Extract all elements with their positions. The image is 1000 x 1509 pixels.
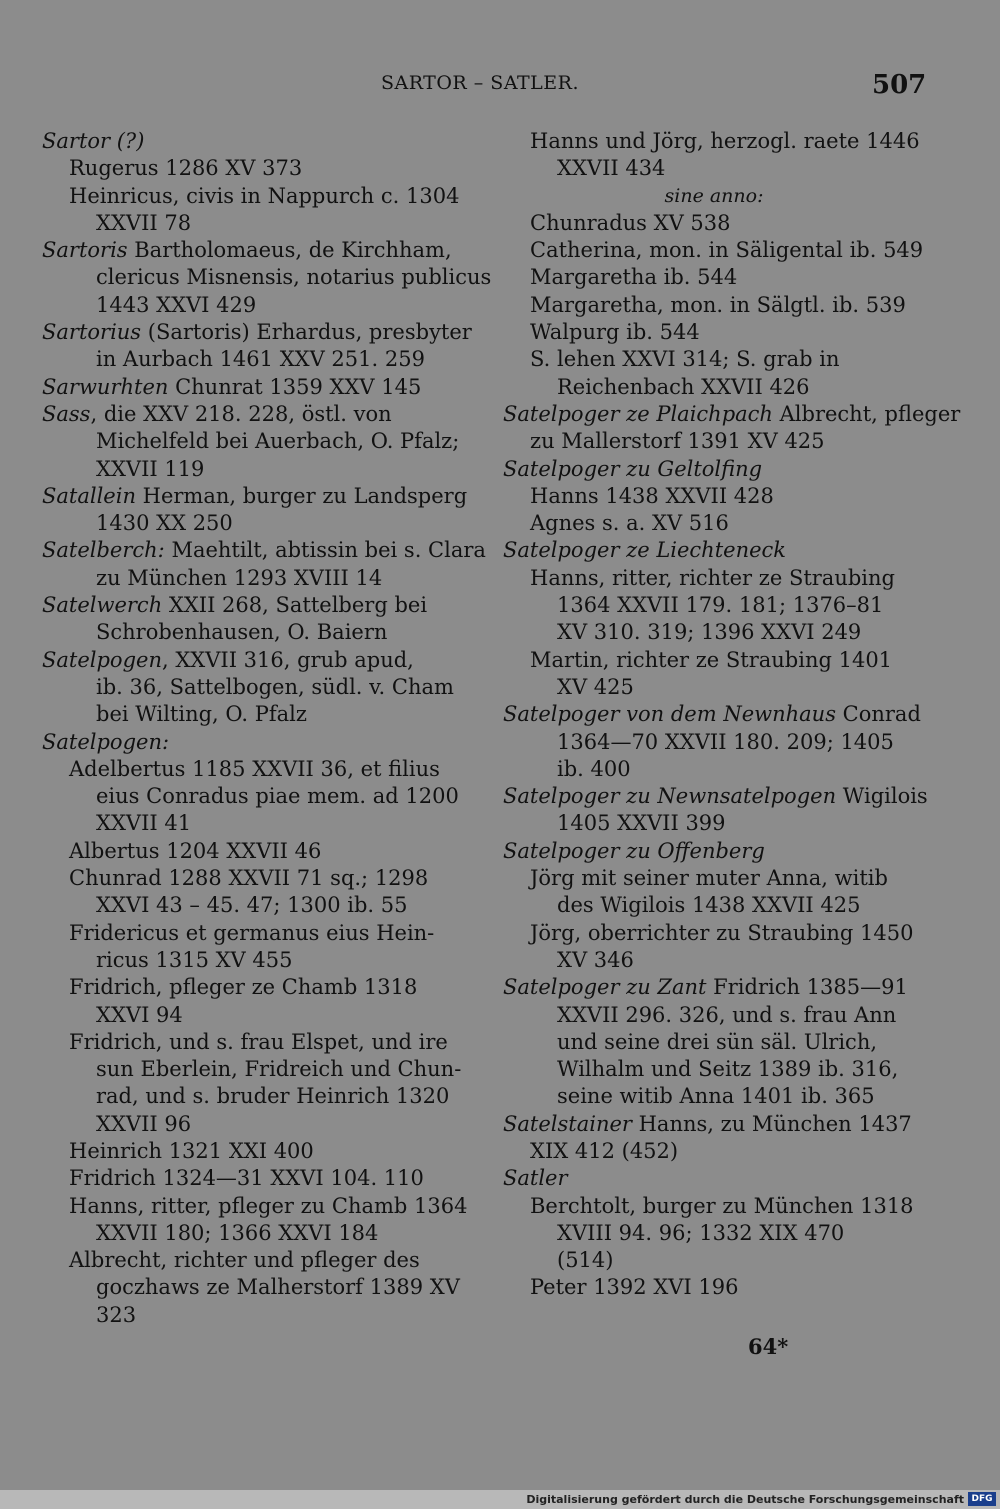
entry-heading — [503, 401, 961, 428]
entry-text: ricus 1315 XV 455 — [96, 947, 293, 972]
entry-text: Fridrich 1385—91 — [706, 975, 908, 1000]
entry-text: XXVII 78 — [96, 210, 192, 235]
entry-heading — [503, 1111, 925, 1138]
entry-subline — [530, 1193, 925, 1220]
entry-text: XXVII 41 — [96, 811, 192, 836]
entry-continuation — [96, 292, 462, 319]
entry-text: sun Eberlein, Fridreich und Chun- — [96, 1057, 462, 1082]
entry-heading — [503, 838, 925, 865]
entry-continuation — [96, 565, 462, 592]
entry-text: 1405 XXVII 399 — [557, 811, 726, 836]
entry-text: in Aurbach 1461 XXV 251. 259 — [96, 347, 425, 372]
entry-continuation — [96, 1083, 462, 1110]
left-column — [42, 128, 492, 1329]
entry-text: Fridrich, und s. frau Elspet, und ire — [69, 1029, 448, 1054]
page-number: 507 — [872, 70, 927, 100]
entry-text: eius Conradus piae mem. ad 1200 — [96, 784, 459, 809]
entry-subline — [530, 346, 925, 373]
entry-text: Reichenbach XXVII 426 — [557, 374, 810, 399]
entry-heading — [42, 128, 462, 155]
entry-text: Schrobenhausen, O. Baiern — [96, 620, 388, 645]
entry-continuation — [96, 1274, 462, 1301]
headword: Satelpoger von dem Newnhaus — [503, 702, 836, 727]
entry-subline — [530, 647, 925, 674]
entry-text: Agnes s. a. XV 516 — [530, 511, 729, 536]
headword: Sartor (?) — [42, 129, 145, 153]
entry-heading — [42, 483, 468, 510]
entry-text: XVIII 94. 96; 1332 XIX 470 — [557, 1220, 845, 1245]
entry-text: Wilhalm und Seitz 1389 ib. 316, — [557, 1057, 899, 1082]
entry-continuation — [557, 592, 925, 619]
entry-heading — [42, 319, 472, 346]
entry-subline — [530, 319, 925, 346]
entry-text: bei Wilting, O. Pfalz — [96, 702, 307, 727]
entry-heading — [503, 783, 928, 810]
entry-heading — [42, 237, 462, 264]
entry-text: Albrecht, richter und pfleger des — [69, 1248, 420, 1273]
entry-continuation — [96, 674, 462, 701]
entry-continuation — [557, 810, 925, 837]
entry-text: Bartholomaeus, de Kirchham, — [127, 238, 452, 263]
footer-bar — [0, 1490, 1000, 1509]
entry-subline — [530, 237, 925, 264]
entry-text: Margaretha, mon. in Sälgtl. ib. 539 — [530, 292, 906, 317]
entry-continuation — [557, 1056, 925, 1083]
entry-text: XXVII 434 — [557, 156, 666, 181]
entry-text: Hanns, zu München 1437 — [631, 1111, 912, 1136]
entry-text: S. lehen XXVI 314; S. grab in — [530, 347, 840, 372]
entry-subline — [530, 920, 925, 947]
headword: Satelstainer — [503, 1111, 632, 1136]
headword: Sarwurhten — [42, 374, 169, 399]
entry-text: Hanns 1438 XXVII 428 — [530, 483, 774, 508]
headword: Sass — [42, 401, 91, 426]
entry-text: XV 425 — [557, 674, 634, 699]
headword: Satler — [503, 1166, 568, 1191]
entry-text: (514) — [557, 1248, 614, 1273]
entry-heading — [42, 401, 462, 428]
entry-text: 1430 XX 250 — [96, 511, 233, 536]
running-head: SARTOR – SATLER. — [380, 72, 580, 94]
entry-text: Herman, burger zu Landsperg — [135, 483, 468, 508]
entry-text: Fridericus et germanus eius Hein- — [69, 920, 435, 945]
entry-text: Heinricus, civis in Nappurch c. 1304 — [69, 183, 460, 208]
entry-text: Walpurg ib. 544 — [530, 320, 700, 345]
entry-subline — [530, 483, 925, 510]
entry-text: Martin, richter ze Straubing 1401 — [530, 647, 893, 672]
entry-text: XXVI 94 — [96, 1002, 183, 1027]
entry-continuation — [96, 1056, 462, 1083]
entry-text: zu München 1293 XVIII 14 — [96, 565, 383, 590]
entry-subline — [69, 183, 462, 210]
entry-text: Albertus 1204 XXVII 46 — [69, 838, 322, 863]
entry-continuation — [96, 892, 462, 919]
entry-text: Peter 1392 XVI 196 — [530, 1275, 739, 1300]
entry-subline — [530, 565, 925, 592]
headword: Satelpoger zu Newnsatelpogen — [503, 784, 837, 809]
entry-text: XXVII 119 — [96, 456, 205, 481]
entry-text: Maehtilt, abtissin bei s. Clara — [164, 538, 486, 563]
entry-continuation — [96, 783, 462, 810]
entry-text: XXII 268, Sattelberg bei — [162, 593, 428, 618]
entry-heading — [503, 1165, 925, 1192]
section-label-text: sine anno: — [664, 184, 764, 207]
entry-heading — [42, 647, 462, 674]
entry-continuation — [557, 1220, 925, 1247]
entry-text: XXVII 180; 1366 XXVI 184 — [96, 1220, 379, 1245]
entry-subline — [69, 155, 462, 182]
entry-continuation — [96, 210, 462, 237]
entry-subline — [69, 865, 462, 892]
entry-continuation — [557, 374, 925, 401]
entry-text: 1364—70 XXVII 180. 209; 1405 — [557, 729, 894, 754]
entry-heading — [42, 729, 462, 756]
entry-subline — [530, 1274, 925, 1301]
entry-continuation — [557, 155, 925, 182]
entry-continuation — [96, 619, 462, 646]
entry-text: Adelbertus 1185 XXVII 36, et filius — [69, 756, 440, 781]
entry-continuation — [96, 264, 492, 291]
headword: Satelpogen: — [42, 729, 170, 754]
entry-text: Michelfeld bei Auerbach, O. Pfalz; — [96, 429, 460, 454]
entry-text: XV 346 — [557, 947, 634, 972]
headword: Sartoris — [42, 238, 128, 263]
entry-continuation — [557, 1247, 925, 1274]
entry-text: Chunrad 1288 XXVII 71 sq.; 1298 — [69, 866, 429, 891]
section-label — [503, 183, 925, 210]
headword: Satelwerch — [42, 593, 163, 618]
entry-subline — [69, 920, 462, 947]
entry-text: , XXVII 316, grub apud, — [161, 647, 414, 672]
entry-text: ib. 36, Sattelbogen, südl. v. Cham — [96, 674, 454, 699]
entry-continuation — [557, 1002, 925, 1029]
headword: Satelpoger ze Liechteneck — [503, 538, 787, 563]
entry-heading — [503, 974, 925, 1001]
signature-mark: 64* — [748, 1334, 789, 1359]
headword: Satelberch: — [42, 538, 165, 563]
entry-text: XV 310. 319; 1396 XXVI 249 — [557, 620, 862, 645]
entry-continuation — [557, 1083, 925, 1110]
entry-continuation — [96, 1220, 462, 1247]
entry-continuation — [96, 701, 462, 728]
entry-text: 1443 XXVI 429 — [96, 292, 257, 317]
entry-subline — [69, 756, 462, 783]
entry-text: Heinrich 1321 XXI 400 — [69, 1138, 314, 1163]
entry-text: , die XXV 218. 228, östl. von — [90, 401, 392, 426]
entry-text: Catherina, mon. in Säligental ib. 549 — [530, 238, 924, 263]
entry-text: Hanns, ritter, pfleger zu Chamb 1364 — [69, 1193, 468, 1218]
entry-text: XXVII 296. 326, und s. frau Ann — [557, 1002, 897, 1027]
entry-subline — [530, 264, 925, 291]
entry-subline — [69, 838, 462, 865]
entry-text: 323 — [96, 1302, 137, 1327]
entry-text: goczhaws ze Malherstorf 1389 XV — [96, 1275, 460, 1300]
entry-text: XXVI 43 – 45. 47; 1300 ib. 55 — [96, 893, 408, 918]
entry-text: Wigilois — [836, 784, 928, 809]
entry-subline — [69, 1165, 462, 1192]
right-column — [503, 128, 961, 1302]
entry-text: Fridrich 1324—31 XXVI 104. 110 — [69, 1166, 424, 1191]
entry-continuation — [96, 1111, 462, 1138]
entry-continuation — [96, 1302, 462, 1329]
entry-continuation — [96, 947, 462, 974]
headword: Satelpoger ze Plaichpach — [503, 401, 773, 426]
entry-subline — [530, 128, 925, 155]
entry-subline — [530, 510, 925, 537]
headword: Satelpoger zu Zant — [503, 975, 707, 1000]
entry-text: und seine drei sün säl. Ulrich, — [557, 1029, 878, 1054]
funding-notice: Digitalisierung gefördert durch die Deutsche Forschungsgemeinschaft — [526, 1493, 964, 1506]
entry-continuation — [557, 674, 925, 701]
entry-continuation — [96, 510, 462, 537]
entry-subline — [69, 1247, 462, 1274]
entry-subline — [69, 1138, 462, 1165]
entry-heading — [503, 701, 925, 728]
entry-continuation — [557, 1029, 925, 1056]
entry-subline — [69, 974, 462, 1001]
entry-text: 1364 XXVII 179. 181; 1376–81 — [557, 593, 884, 618]
entry-text: Hanns und Jörg, herzogl. raete 1446 — [530, 129, 920, 153]
entry-text: Chunradus XV 538 — [530, 210, 731, 235]
entry-continuation — [557, 729, 925, 756]
entry-text: des Wigilois 1438 XXVII 425 — [557, 893, 861, 918]
entry-continuation — [96, 456, 462, 483]
entry-heading — [503, 456, 925, 483]
entry-heading — [42, 374, 462, 401]
entry-subline — [530, 428, 925, 455]
entry-subline — [69, 1029, 462, 1056]
entry-text: Berchtolt, burger zu München 1318 — [530, 1193, 914, 1218]
entry-text: Hanns, ritter, richter ze Straubing — [530, 565, 895, 590]
headword: Satelpoger zu Geltolfing — [503, 456, 763, 481]
entry-continuation — [96, 1002, 462, 1029]
entry-text: Margaretha ib. 544 — [530, 265, 738, 290]
entry-heading — [42, 592, 462, 619]
entry-text: rad, und s. bruder Heinrich 1320 — [96, 1084, 450, 1109]
entry-subline — [530, 292, 925, 319]
entry-subline — [530, 865, 925, 892]
headword: Sartorius — [42, 320, 142, 345]
entry-text: clericus Misnensis, notarius publicus — [96, 265, 492, 290]
entry-continuation — [557, 619, 925, 646]
dfg-logo: DFG — [968, 1492, 996, 1506]
entry-heading — [42, 537, 486, 564]
entry-text: XXVII 96 — [96, 1111, 192, 1136]
entry-continuation — [96, 810, 462, 837]
entry-continuation — [96, 428, 462, 455]
headword: Satelpogen — [42, 647, 162, 672]
entry-continuation — [96, 346, 462, 373]
entry-text: Conrad — [835, 702, 921, 727]
entry-text: Jörg, oberrichter zu Straubing 1450 — [530, 920, 914, 945]
entry-text: Albrecht, pfleger — [772, 401, 961, 426]
entry-subline — [530, 1138, 925, 1165]
entry-text: XIX 412 (452) — [530, 1138, 679, 1163]
entry-text: zu Mallerstorf 1391 XV 425 — [530, 429, 825, 454]
entry-text: Jörg mit seiner muter Anna, witib — [530, 866, 888, 891]
entry-text: seine witib Anna 1401 ib. 365 — [557, 1084, 875, 1109]
entry-text: (Sartoris) Erhardus, presbyter — [141, 320, 472, 345]
headword: Satelpoger zu Offenberg — [503, 838, 765, 863]
entry-continuation — [557, 947, 925, 974]
entry-continuation — [557, 756, 925, 783]
entry-continuation — [557, 892, 925, 919]
entry-subline — [530, 210, 925, 237]
entry-text: ib. 400 — [557, 756, 631, 781]
entry-heading — [503, 537, 925, 564]
headword: Satallein — [42, 483, 136, 508]
entry-text: Rugerus 1286 XV 373 — [69, 156, 303, 181]
entry-text: Fridrich, pfleger ze Chamb 1318 — [69, 975, 418, 1000]
entry-text: Chunrat 1359 XXV 145 — [168, 374, 422, 399]
entry-subline — [69, 1193, 468, 1220]
